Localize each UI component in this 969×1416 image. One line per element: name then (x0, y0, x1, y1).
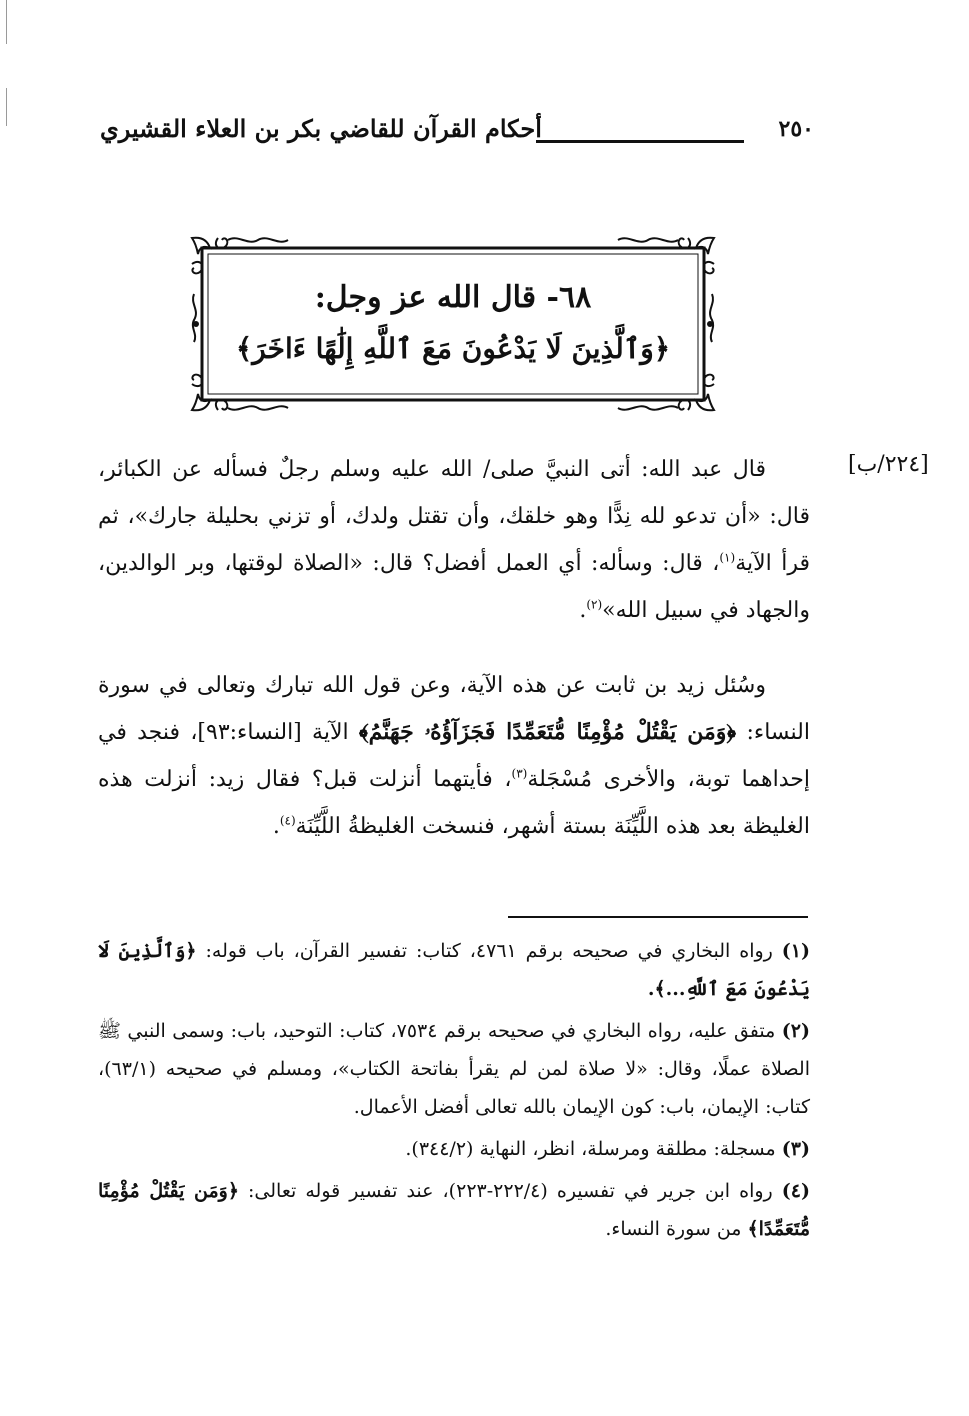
paragraph-text: ، قال: وسأله: أي العمل أفضل؟ قال: «الصلاة لوقتها، وبر الوالدين، والجهاد في سبيل الله» (98, 551, 810, 623)
ornamental-border-icon (188, 234, 718, 414)
footnote-ref: (٣) (511, 766, 528, 781)
footnote-ref: (٤) (279, 813, 296, 828)
scan-edge-mark (6, 0, 7, 44)
footnote-ref: (١) (719, 550, 736, 565)
header-rule (536, 140, 744, 143)
paragraph-text: وسُئل زيد بن ثابت عن هذه الآية، وعن قول الله تبارك وتعالى في سورة النساء: (98, 673, 810, 745)
body-paragraph (98, 446, 810, 634)
page-number: ٢٥٠ (778, 116, 814, 142)
footnote-text: من سورة النساء. (605, 1218, 742, 1240)
paragraph-text: قال عبد الله: أتى النبيَّ صلى/ الله عليه وسلم رجلٌ فسأله عن الكبائر، قال: «أن تدعو لله نِدًّا وهو خلقك، وأن تقتل ولدك، أو تزني بحليلة جارك»، ثم قرأ الآية (98, 457, 810, 576)
body-paragraph (98, 662, 810, 850)
footnote-text: رواه البخاري في صحيحه برقم ٤٧٦١، كتاب: تفسير القرآن، باب قوله: (205, 940, 773, 962)
footnote-number: (٢) (781, 1020, 811, 1042)
quranic-verse: ﴿وَٱلَّذِينَ لَا يَدْعُونَ مَعَ ٱللَّهِ...﴾. (98, 940, 810, 1000)
footnote-text: رواه ابن جرير في تفسيره (٢٢٢/٤-٢٢٣)، عند تفسير قوله تعالى: (248, 1180, 773, 1202)
section-heading: ٦٨- قال الله عز وجل: (314, 280, 592, 315)
scan-edge-mark (6, 88, 7, 126)
running-header (100, 110, 814, 154)
footnotes (98, 932, 810, 1252)
paragraph-text: الآية [النساء:٩٣]، فنجد في إحداهما توبة، والأخرى مُسْجَلة (98, 720, 810, 792)
footnote (98, 932, 810, 1008)
folio-marker: [٢٢٤/ب] (848, 452, 929, 477)
footnote-number: (٣) (781, 1138, 810, 1160)
ornamental-title-frame (188, 234, 718, 414)
footnote (98, 1130, 810, 1168)
running-title: أحكام القرآن للقاضي بكر بن العلاء القشيري (100, 114, 542, 143)
footnote-separator (508, 916, 808, 918)
quranic-verse: ﴿وَمَن يَقْتُلْ مُؤْمِنًا مُّتَعَمِّدًا فَجَزَآؤُهُۥ جَهَنَّمُ﴾ (358, 719, 737, 745)
footnote-ref: (٢) (586, 597, 603, 612)
footnote-number: (٤) (781, 1180, 810, 1202)
footnote (98, 1012, 810, 1126)
footnote-number: (١) (781, 940, 810, 962)
quranic-verse: ﴿وَمَن يَقْتُلْ مُؤْمِنًا مُّتَعَمِّدًا﴾ (98, 1180, 810, 1240)
footnote (98, 1172, 810, 1248)
footnote-text: متفق عليه، رواه البخاري في صحيحه برقم ٧٥٣٤، كتاب: التوحيد، باب: وسمى النبي ﷺ الصلاة عملًا، وقال: «لا صلاة لمن لم يقرأ بفاتحة الكتاب»، ومسلم في صحيحه (٦٣/١)، كتاب: الإيمان، باب: كون الإيمان بالله تعالى أفضل الأعمال. (98, 1020, 810, 1118)
paragraph-text: . (579, 598, 587, 623)
paragraph-text: . (272, 814, 280, 839)
quranic-verse: ﴿وَٱلَّذِينَ لَا يَدْعُونَ مَعَ ٱللَّهِ إِلَٰهًا ءَاخَرَ﴾ (235, 332, 671, 365)
paragraph-text: ، فأيتهما أنزلت قبل؟ فقال زيد: أنزلت هذه الغليظة بعد هذه اللَّيِّنَة بستة أشهر، فنسخت الغليظةُ اللَّيِّنَة (98, 767, 810, 839)
footnote-text: مسجلة: مطلقة ومرسلة، انظر، النهاية (٣٤٤/٢). (405, 1138, 776, 1160)
